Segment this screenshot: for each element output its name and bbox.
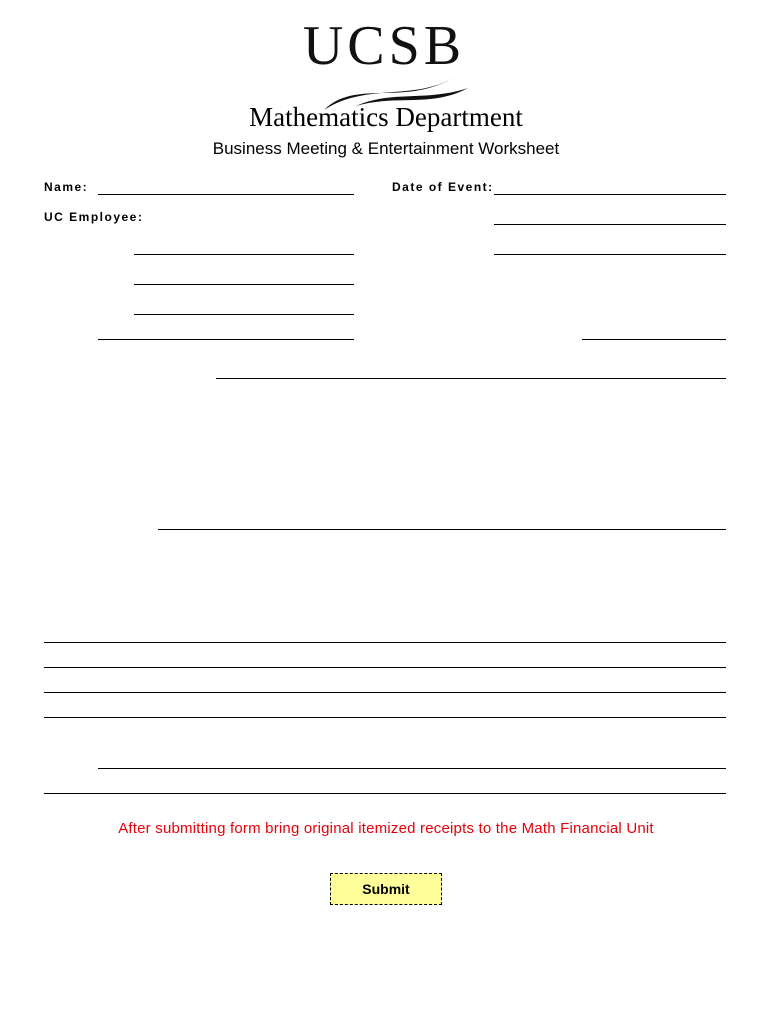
employee-field-3[interactable]: [134, 296, 358, 316]
receipts-notice: After submitting form bring original itemized receipts to the Math Financial Unit: [118, 820, 654, 837]
employee-field-4[interactable]: [98, 321, 358, 341]
employee-field-1[interactable]: [134, 236, 358, 256]
full-field-3[interactable]: [44, 674, 730, 694]
wide-field-1[interactable]: [216, 360, 730, 380]
date-of-event-field[interactable]: [494, 176, 730, 196]
date-of-event-label: Date of Event:: [392, 180, 494, 194]
name-label: Name:: [44, 180, 89, 194]
full-underline-5: [98, 768, 726, 769]
right-field-1[interactable]: [494, 206, 730, 226]
name-field[interactable]: [98, 176, 358, 196]
full-underline-4: [44, 717, 726, 718]
name-underline: [98, 194, 354, 195]
wide-underline-2: [158, 529, 726, 530]
department-title: Mathematics Department: [249, 102, 523, 132]
employee-underline-3: [134, 314, 354, 315]
employee-underline-2: [134, 284, 354, 285]
right-field-3[interactable]: [582, 321, 730, 341]
right-underline-2: [494, 254, 726, 255]
full-field-5[interactable]: [98, 750, 730, 770]
right-field-2[interactable]: [494, 236, 730, 256]
employee-underline-4: [98, 339, 354, 340]
full-field-6[interactable]: [44, 775, 730, 795]
full-field-2[interactable]: [44, 649, 730, 669]
right-underline-3: [582, 339, 726, 340]
wide-field-2[interactable]: [158, 511, 730, 531]
full-underline-6: [44, 793, 726, 794]
form-title: Business Meeting & Entertainment Worksheet: [212, 139, 560, 158]
full-field-1[interactable]: [44, 624, 730, 644]
logo-text: UCSB: [302, 15, 466, 77]
full-underline-2: [44, 667, 726, 668]
full-field-4[interactable]: [44, 699, 730, 719]
ucsb-logo: [296, 15, 472, 98]
submit-button[interactable]: Submit: [330, 873, 442, 905]
date-of-event-underline: [494, 194, 726, 195]
employee-underline-1: [134, 254, 354, 255]
full-underline-1: [44, 642, 726, 643]
wide-underline-1: [216, 378, 726, 379]
right-underline-1: [494, 224, 726, 225]
uc-employee-label: UC Employee:: [44, 210, 144, 224]
employee-field-2[interactable]: [134, 266, 358, 286]
full-underline-3: [44, 692, 726, 693]
